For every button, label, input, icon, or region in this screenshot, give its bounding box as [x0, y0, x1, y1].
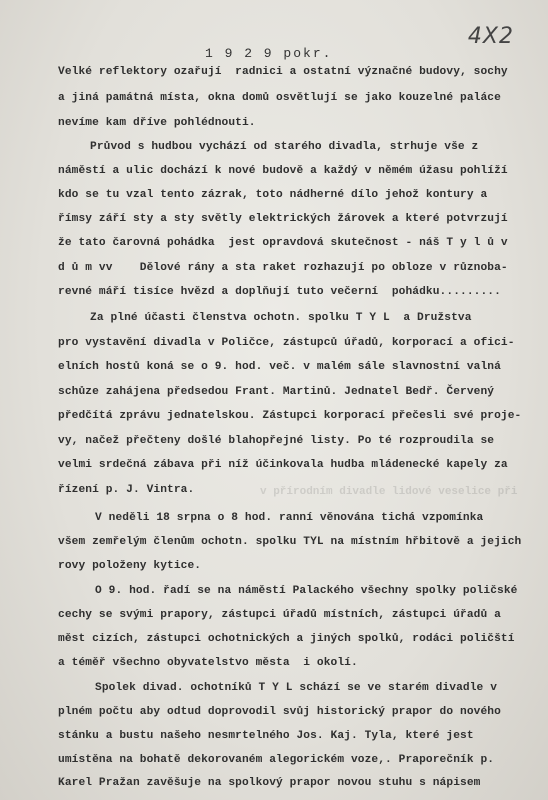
- text-line: a téměř všechno obyvatelstvo města i okolí.: [58, 657, 358, 669]
- text-line: Velké reflektory ozařují radnici a ostatní význačné budovy, sochy: [58, 66, 508, 78]
- text-line: kdo se tu vzal tento zázrak, toto nádherné dílo jehož kontury a: [58, 189, 488, 201]
- text-line: Karel Pražan zavěšuje na spolkový prapor novou stuhu s nápisem: [58, 777, 481, 789]
- text-line: stánku a bustu našeho nesmrtelného Jos. Kaj. Tyla, které jest: [58, 730, 474, 742]
- text-line: že tato čarovná pohádka jest opravdová skutečnost - náš T y l ů v: [58, 237, 508, 249]
- handwritten-margin-note: 4X2: [467, 24, 514, 49]
- text-line: římsy září sty a sty světly elektrických žárovek a které potvrzují: [58, 213, 508, 225]
- text-line: Za plné účasti členstva ochotn. spolku T Y L a Družstva: [90, 312, 472, 324]
- text-line: Spolek divad. ochotníků T Y L schází se ve starém divadle v: [95, 682, 498, 694]
- text-line: předčítá zprávu jednatelskou. Zástupci korporací přečesli své proje-: [58, 410, 522, 422]
- bleed-through-text: v přírodním divadle lidové veselice při: [260, 486, 518, 498]
- text-line: všem zemřelým členům ochotn. spolku TYL na místním hřbitově a jejich: [58, 536, 522, 548]
- text-line: Průvod s hudbou vychází od starého divadla, strhuje vše z: [90, 141, 479, 153]
- text-line: O 9. hod. řadí se na náměstí Palackého všechny spolky poličské: [95, 585, 518, 597]
- text-line: cechy se svými prapory, zástupci úřadů místních, zástupci úřadů a: [58, 609, 501, 621]
- text-line: velmi srdečná zábava při níž účinkovala hudba mládenecké kapely za: [58, 459, 508, 471]
- text-line: rovy položeny kytice.: [58, 560, 202, 572]
- text-line: schůze zahájena předsedou Frant. Martinů. Jednatel Bedř. Červený: [58, 386, 495, 398]
- text-line: vy, načež přečteny došlé blahopřejné listy. Po té rozproudila se: [58, 435, 495, 447]
- text-line: náměstí a ulic dochází k nové budově a každý v němém úžasu pohlíží: [58, 165, 508, 177]
- text-line: V neděli 18 srpna o 8 hod. ranní věnována tichá vzpomínka: [95, 512, 484, 524]
- text-line: a jiná památná místa, okna domů osvětlují se jako kouzelné paláce: [58, 92, 501, 104]
- page-heading: 1 9 2 9 pokr.: [205, 46, 333, 61]
- text-line: plném počtu aby odtud doprovodil svůj historický prapor do nového: [58, 706, 501, 718]
- text-line: řízení p. J. Vintra.: [58, 484, 195, 496]
- text-line: nevíme kam dříve pohlédnouti.: [58, 117, 256, 129]
- text-line: měst cizích, zástupci ochotnických a jiných spolků, rodáci poličští: [58, 633, 515, 645]
- text-line: pro vystavění divadla v Poličce, zástupců úřadů, korporací a ofici-: [58, 337, 515, 349]
- text-line: elních hostů koná se o 9. hod. več. v malém sále slavnostní valná: [58, 361, 501, 373]
- text-line: revné máří tisíce hvězd a doplňují tuto večerní pohádku.........: [58, 286, 501, 298]
- text-line: d ů m vv Dělové rány a sta raket rozhazují po obloze v různoba-: [58, 262, 508, 274]
- text-line: umístěna na bohatě dekorovaném alegorickém voze,. Praporečník p.: [58, 754, 495, 766]
